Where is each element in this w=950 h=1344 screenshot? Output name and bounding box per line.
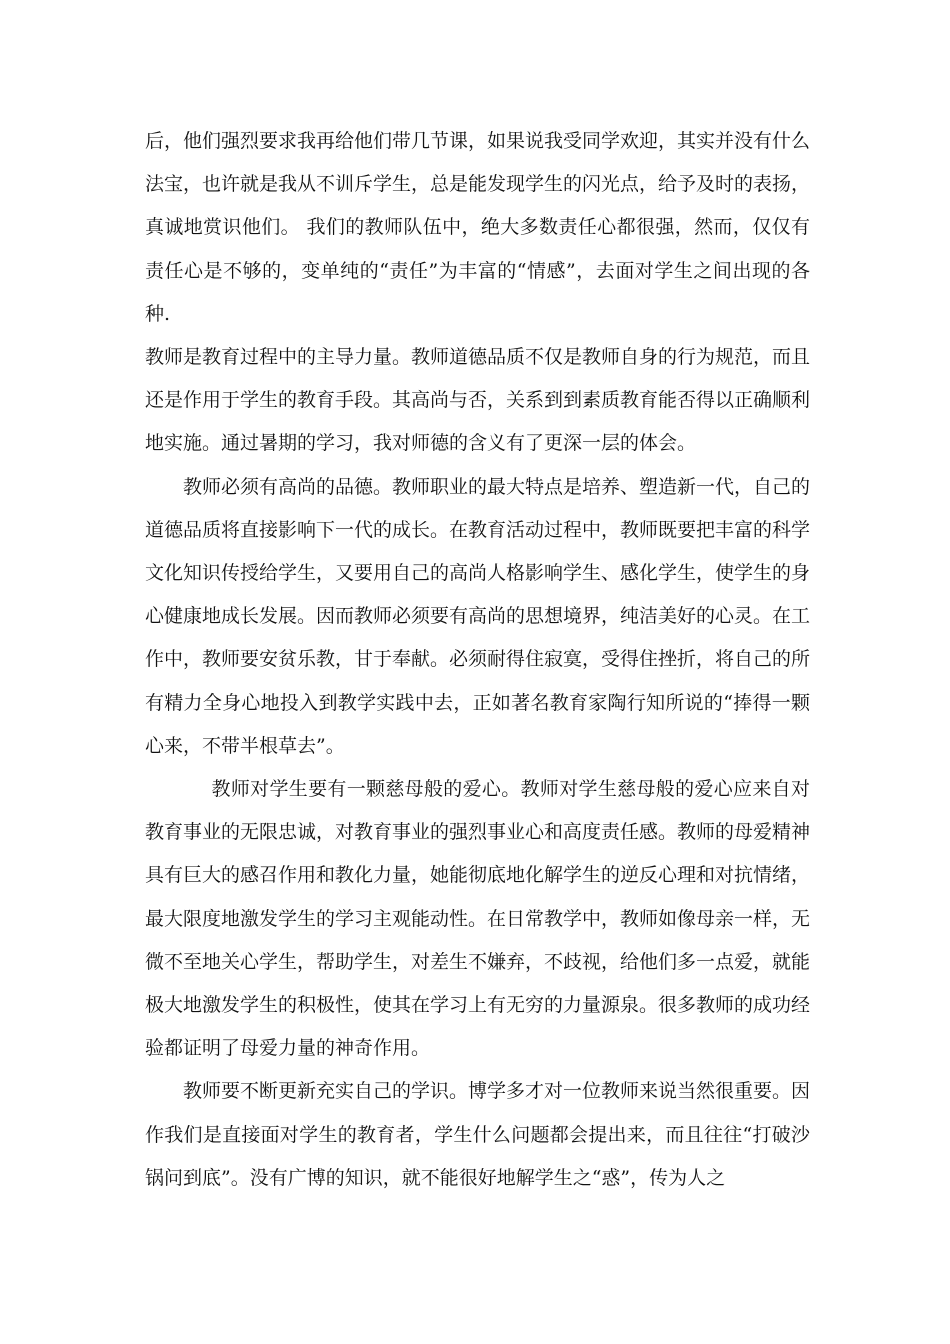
document-body bbox=[145, 120, 810, 1200]
paragraph-3: 教师必须有高尚的品德。教师职业的最大特点是培养、塑造新一代，自己的道德品质将直接影响下一代的成长。在教育活动过程中，教师既要把丰富的科学文化知识传授给学生，又要用自己的高尚人格影响学生、感化学生，使学生的身心健康地成长发展。因而教师必须要有高尚的思想境界，纯洁美好的心灵。在工作中，教师要安贫乐教，甘于奉献。必须耐得住寂寞，受得住挫折，将自己的所有精力全身心地投入到教学实践中去，正如著名教育家陶行知所说的“捧得一颗心来，不带半根草去”。 bbox=[145, 475, 811, 757]
paragraph-2: 教师是教育过程中的主导力量。教师道德品质不仅是教师自身的行为规范，而且还是作用于学生的教育手段。其高尚与否，关系到到素质教育能否得以正确顺利地实施。通过暑期的学习，我对师德的含义有了更深一层的体会。 bbox=[145, 346, 811, 455]
paragraph-5: 教师要不断更新充实自己的学识。博学多才对一位教师来说当然很重要。因作我们是直接面对学生的教育者，学生什么问题都会提出来，而且往往“打破沙锅问到底”。没有广博的知识，就不能很好地解学生之“惑”，传为人之 bbox=[145, 1080, 811, 1189]
paragraph-4: 教师对学生要有一颗慈母般的爱心。教师对学生慈母般的爱心应来自对教育事业的无限忠诚，对教育事业的强烈事业心和高度责任感。教师的母爱精神具有巨大的感召作用和教化力量，她能彻底地化解学生的逆反心理和对抗情绪，最大限度地激发学生的学习主观能动性。在日常教学中，教师如像母亲一样，无微不至地关心学生，帮助学生，对差生不嫌弃，不歧视，给他们多一点爱，就能极大地激发学生的积极性，使其在学习上有无穷的力量源泉。很多教师的成功经验都证明了母爱力量的神奇作用。 bbox=[145, 778, 811, 1060]
paragraph-1: 后，他们强烈要求我再给他们带几节课，如果说我受同学欢迎，其实并没有什么法宝，也许就是我从不训斥学生，总是能发现学生的闪光点，给予及时的表扬，真诚地赏识他们。 我们的教师队伍中，绝大多数责任心都很强，然而，仅仅有责任心是不够的，变单纯的“责任”为丰富的“情感”，去面对学生之间出现的各种. bbox=[145, 130, 811, 325]
